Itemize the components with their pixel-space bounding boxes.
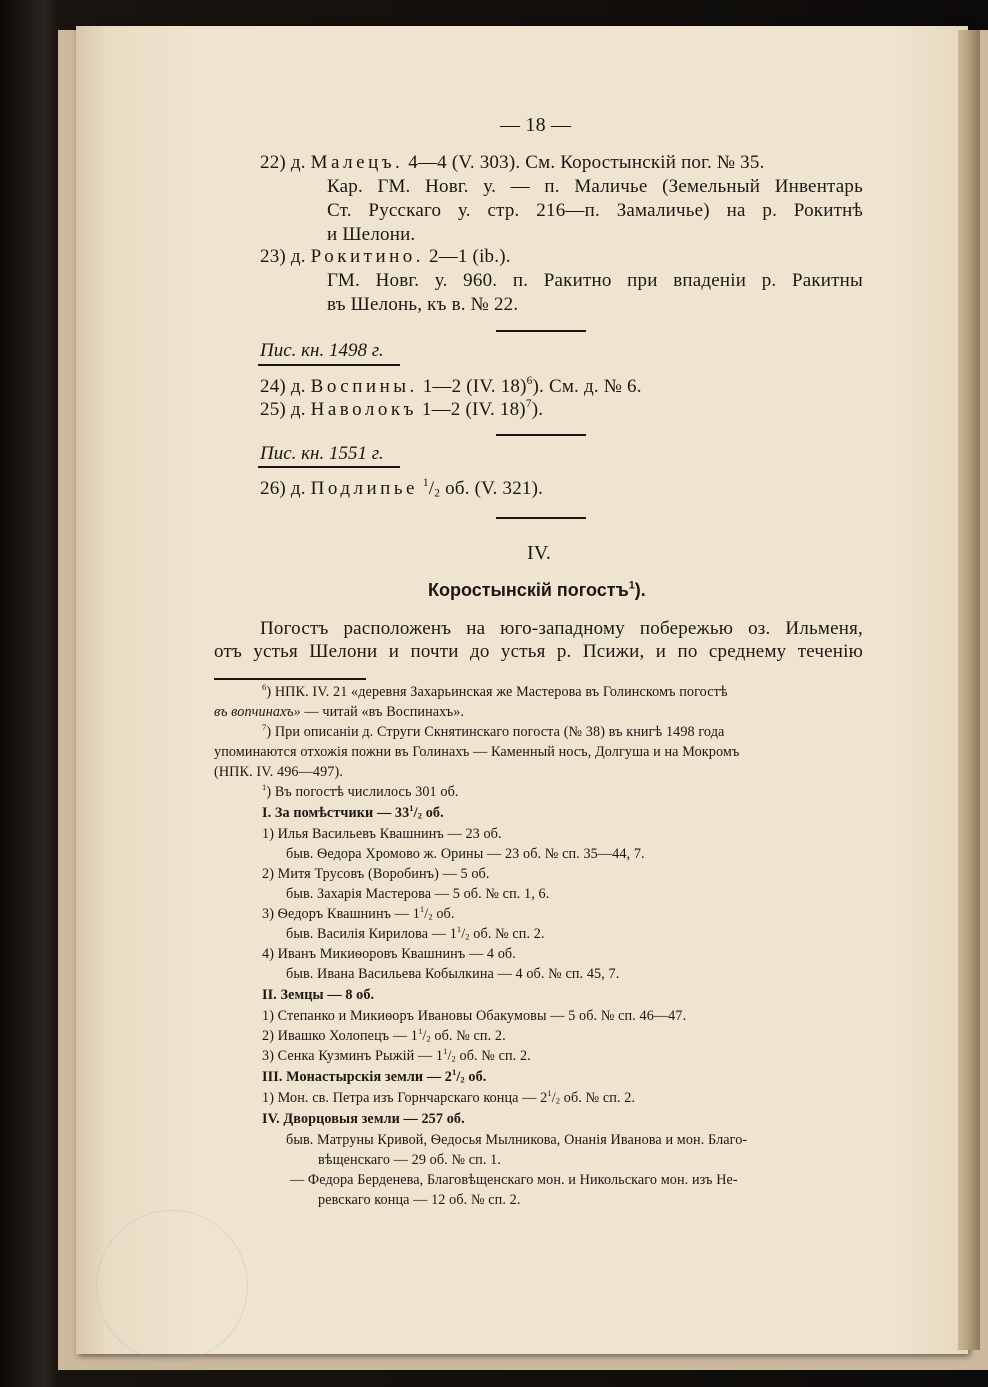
holding-line: быв. Ѳедора Хромово ж. Орины — 23 об. № сп. 35—44, 7. (286, 846, 645, 862)
holding-line: 1) Илья Васильевъ Квашнинъ — 23 об. (262, 826, 502, 842)
entry-number: 26) д. (260, 478, 306, 499)
footnote-ref: 1 (628, 579, 635, 592)
separator-rule (496, 434, 586, 436)
fraction-numerator: 1 (422, 477, 429, 490)
footnote-rule (214, 678, 366, 680)
entry-22 (260, 152, 870, 174)
footnote-ref: 6 (526, 375, 533, 388)
chapter-title-text: Коростынскій погостъ (428, 580, 629, 600)
group-heading-3: III. Монастырскія земли — $2^1/_2$ об. (262, 1067, 487, 1085)
holding-line: вѣщенскаго — 29 об. № сп. 1. (318, 1152, 501, 1168)
group-heading-4: IV. Дворцовыя земли — 257 об. (262, 1111, 465, 1127)
chapter-number: IV. (527, 542, 552, 564)
footnote-mark: 1 (262, 782, 267, 793)
holding-line: — Федора Берденева, Благовѣщенскаго мон. и Никольскаго мон. изъ Не- (290, 1172, 738, 1188)
holding-line: ревскаго конца — 12 об. № сп. 2. (318, 1192, 521, 1208)
footnote-text: ) Въ погостѣ числилось 301 об. (266, 784, 459, 800)
entry-23 (260, 246, 511, 268)
fraction-numerator: 1 (547, 1088, 552, 1099)
separator-rule (496, 330, 586, 332)
section-heading-1551: Пис. кн. 1551 г. (260, 443, 384, 464)
footnote-italic: въ вопчинахъ» (214, 704, 301, 720)
footnote-1 (262, 784, 459, 801)
fraction-denominator: 2 (428, 911, 433, 922)
page-edges (958, 30, 980, 1350)
holding-text: 3) Сенка Кузминъ Рыжій — 1 (262, 1048, 444, 1064)
fraction-denominator: 2 (460, 1074, 465, 1085)
fraction-denominator: 2 (434, 487, 441, 500)
body-line: Погостъ расположенъ на юго-западному побережью оз. Ильменя, (260, 618, 863, 639)
entry-23-line: ГМ. Новг. у. 960. п. Ракитно при впаденіи р. Ракитны (327, 270, 863, 291)
footnote-mark: 7 (262, 722, 267, 733)
entry-26: 26) д. Подлипье $^1/_2$ об. (V. 321). (260, 477, 544, 500)
holding-text: 2) Ивашко Холопецъ — 1 (262, 1028, 418, 1044)
heading-underline (258, 466, 400, 468)
entry-25 (260, 399, 543, 421)
entry-text: ). (531, 399, 544, 420)
holding-text: об. № сп. 2. (455, 1048, 531, 1064)
chapter-title (428, 580, 646, 601)
holding-text: об. (432, 906, 455, 922)
entry-number: 22) д. (260, 152, 306, 173)
entry-number: 24) д. (260, 376, 306, 397)
holding-line: быв. Ивана Васильева Кобылкина — 4 об. № сп. 45, 7. (286, 966, 620, 982)
holding-line: быв. Матруны Кривой, Ѳедосья Мылникова, Онанія Иванова и мон. Благо- (286, 1132, 748, 1148)
group-heading-1: I. За помѣстчики — $33^1/_2$ об. (262, 803, 444, 821)
fraction-numerator: 1 (451, 1067, 457, 1078)
entry-text: 2—1 (ib.). (429, 246, 511, 267)
entry-text: ). См. д. № 6. (532, 376, 642, 397)
holding-text: 3) Ѳедоръ Квашнинъ — 1 (262, 906, 420, 922)
entry-number: 23) д. (260, 246, 306, 267)
footnote-7-line2: упоминаются отхожія пожни въ Голинахъ — Каменный носъ, Долгуша и на Мокромъ (214, 744, 740, 760)
fraction-denominator: 2 (451, 1053, 456, 1064)
footnote-text: ) НПК. IV. 21 «деревня Захарьинская же Мастерова въ Голинскомъ погостѣ (266, 684, 728, 700)
fraction-numerator: 1 (419, 904, 425, 915)
group-heading-text: об. (422, 805, 444, 821)
holding-text: об. № сп. 2. (560, 1090, 636, 1106)
entry-22-line: и Шелони. (327, 224, 416, 245)
chapter-title-text: ). (634, 580, 646, 600)
entry-text: 1—2 (IV. 18) (421, 399, 526, 420)
footnote-7-line3: (НПК. IV. 496—497). (214, 764, 343, 780)
village-name: Наволокъ (310, 399, 417, 420)
group-heading-2: II. Земцы — 8 об. (262, 987, 375, 1003)
section-heading-1498: Пис. кн. 1498 г. (260, 340, 384, 361)
page-number: — 18 — (500, 114, 572, 136)
footnote-text: — читай «въ Воспинахъ». (300, 704, 465, 720)
group-heading-text: I. За помѣстчики — 33 (262, 805, 410, 821)
village-name: Малецъ. (310, 152, 404, 173)
holding-line: быв. Захарія Мастерова — 5 об. № сп. 1, 6. (286, 886, 550, 902)
holding-text: быв. Василія Кирилова — 1 (286, 926, 457, 942)
holding-line: 1) Мон. св. Петра изъ Горнчарскаго конца — $2^1/_2$ об. № сп. 2. (262, 1088, 636, 1106)
entry-24 (260, 376, 642, 398)
entry-23-line: въ Шелонь, къ в. № 22. (327, 294, 519, 315)
holding-text: об. № сп. 2. (469, 926, 545, 942)
footnote-7 (262, 724, 724, 741)
village-name: Воспины. (310, 376, 418, 397)
fraction-denominator: 2 (426, 1033, 431, 1044)
holding-line: 2) Ивашко Холопецъ — $1^1/_2$ об. № сп. 2. (262, 1026, 506, 1044)
entry-22-line: Ст. Русскаго у. стр. 216—п. Замаличье) на р. Рокитнѣ (327, 200, 863, 221)
entry-text: об. (V. 321). (445, 478, 544, 499)
fraction-numerator: 1 (443, 1046, 448, 1057)
holding-line: 1) Степанко и Микиѳоръ Ивановы Обакумовы — 5 об. № сп. 46—47. (262, 1008, 687, 1024)
fraction-numerator: 1 (456, 924, 462, 935)
holding-line: 3) Сенка Кузминъ Рыжій — $1^1/_2$ об. № сп. 2. (262, 1046, 531, 1064)
footnote-text: ) При описаніи д. Струги Скнятинскаго погоста (№ 38) въ книгѣ 1498 года (266, 724, 725, 740)
fraction-numerator: 1 (409, 803, 414, 814)
fraction-denominator: 2 (417, 810, 423, 821)
holding-text: об. № сп. 2. (430, 1028, 506, 1044)
holding-text: 1) Мон. св. Петра изъ Горнчарскаго конца — 2 (262, 1090, 548, 1106)
entry-22-line: Кар. ГМ. Новг. у. — п. Маличье (Земельный Инвентарь (327, 176, 863, 197)
footnote-mark: 6 (262, 682, 267, 693)
holding-line: 2) Митя Трусовъ (Воробинъ) — 5 об. (262, 866, 490, 882)
footnote-6-line2 (214, 704, 464, 721)
heading-underline (258, 364, 400, 366)
fraction-denominator: 2 (555, 1095, 561, 1106)
entry-text: 4—4 (V. 303). См. Коростынскій пог. № 35. (408, 152, 765, 173)
footnote-6 (262, 684, 728, 701)
village-name: Подлипье (310, 478, 418, 499)
body-line: отъ устья Шелони и почти до устья р. Псижи, и по среднему теченію (214, 641, 863, 662)
entry-text: 1—2 (IV. 18) (422, 376, 527, 397)
holding-line: 4) Иванъ Микиѳоровъ Квашнинъ — 4 об. (262, 946, 516, 962)
footnote-ref: 7 (525, 398, 532, 411)
library-stamp-faint (96, 1210, 248, 1362)
group-heading-text: об. (464, 1069, 487, 1085)
separator-rule (496, 517, 586, 519)
fraction-denominator: 2 (465, 931, 470, 942)
village-name: Рокитино. (310, 246, 425, 267)
holding-line: быв. Василія Кирилова — $1^1/_2$ об. № сп. 2. (286, 924, 545, 942)
fraction-numerator: 1 (417, 1026, 423, 1037)
entry-number: 25) д. (260, 399, 306, 420)
group-heading-text: III. Монастырскія земли — 2 (262, 1069, 452, 1085)
holding-line: 3) Ѳедоръ Квашнинъ — $1^1/_2$ об. (262, 904, 455, 922)
